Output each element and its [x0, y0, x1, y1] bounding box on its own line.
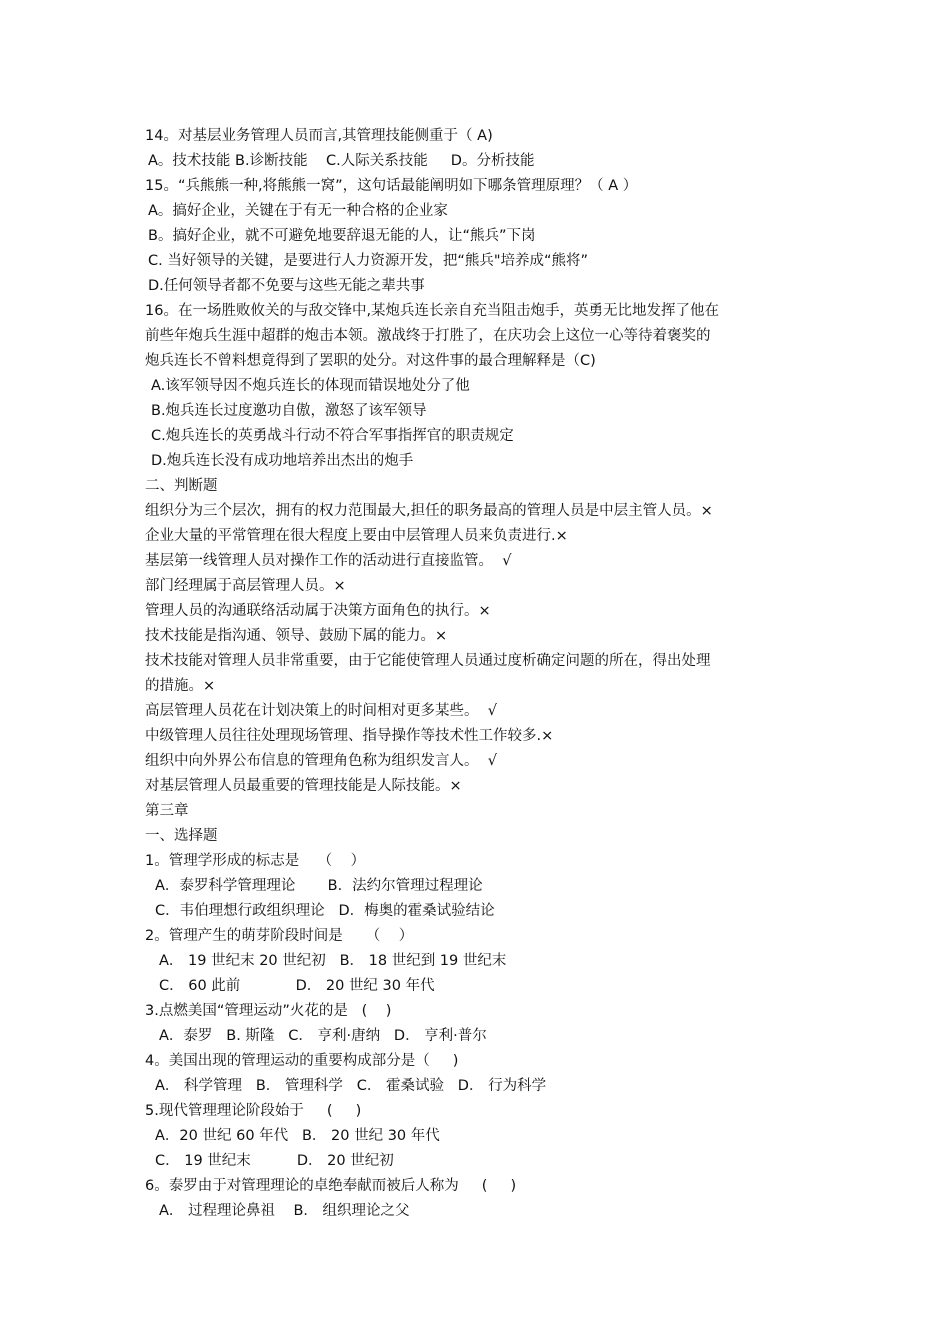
question-4: 4。美国出现的管理运动的重要构成部分是（ ) — [145, 1053, 459, 1069]
question-1-options-ab: A．泰罗科学管理理论 B．法约尔管理过程理论 — [155, 878, 483, 894]
section-heading-true-false: 二、判断题 — [145, 478, 218, 494]
question-16-option-d: D.炮兵连长没有成功地培养出杰出的炮手 — [151, 453, 414, 469]
judgment-item: 高层管理人员花在计划决策上的时间相对更多某些。 √ — [145, 703, 497, 719]
question-16-line-3: 炮兵连长不曾料想竟得到了罢职的处分。对这件事的最合理解释是（C) — [145, 353, 596, 369]
question-15-option-d: D.任何领导者都不免要与这些无能之辈共事 — [148, 278, 425, 294]
question-6: 6。泰罗由于对管理理论的卓绝奉献而被后人称为 ( ) — [145, 1178, 517, 1194]
question-5-options-ab: A．20 世纪 60 年代 B． 20 世纪 30 年代 — [155, 1128, 440, 1144]
question-1-options-cd: C．韦伯理想行政组织理论 D．梅奥的霍桑试验结论 — [155, 903, 495, 919]
question-1: 1。管理学形成的标志是 （ ） — [145, 853, 366, 869]
question-4-options: A． 科学管理 B． 管理科学 C． 霍桑试验 D． 行为科学 — [155, 1078, 547, 1094]
question-2: 2。管理产生的萌芽阶段时间是 （ ） — [145, 928, 414, 944]
judgment-item: 中级管理人员往往处理现场管理、指导操作等技术性工作较多.× — [145, 728, 554, 744]
question-14-options: A。技术技能 B.诊断技能 C.人际关系技能 D。分析技能 — [148, 153, 535, 169]
question-16-option-c: C.炮兵连长的英勇战斗行动不符合军事指挥官的职责规定 — [151, 428, 514, 444]
judgment-item: 部门经理属于高层管理人员。× — [145, 578, 346, 594]
judgment-item: 基层第一线管理人员对操作工作的活动进行直接监管。 √ — [145, 553, 512, 569]
judgment-item: 管理人员的沟通联络活动属于决策方面角色的执行。× — [145, 603, 491, 619]
question-3: 3.点燃美国“管理运动”火花的是 ( ) — [145, 1003, 392, 1019]
judgment-item: 技术技能是指沟通、领导、鼓励下属的能力。× — [145, 628, 448, 644]
question-3-options: A．泰罗 B. 斯隆 C． 亨利·唐纳 D． 亨利·普尔 — [159, 1028, 487, 1044]
question-2-options-cd: C． 60 此前 D． 20 世纪 30 年代 — [159, 978, 435, 994]
judgment-item: 企业大量的平常管理在很大程度上要由中层管理人员来负责进行.× — [145, 528, 568, 544]
question-15-option-a: A。搞好企业，关键在于有无一种合格的企业家 — [148, 203, 448, 219]
judgment-item: 技术技能对管理人员非常重要，由于它能使管理人员通过度析确定问题的所在，得出处理 — [145, 653, 711, 669]
question-16-option-a: A.该军领导因不炮兵连长的体现而错误地处分了他 — [151, 378, 470, 394]
section-heading-multiple-choice: 一、选择题 — [145, 828, 218, 844]
question-16-line-2: 前些年炮兵生涯中超群的炮击本领。激战终于打胜了，在庆功会上这位一心等待着褒奖的 — [145, 328, 711, 344]
question-5: 5.现代管理理论阶段始于 ( ) — [145, 1103, 362, 1119]
question-15-option-b: B。搞好企业，就不可避免地要辞退无能的人，让“熊兵”下岗 — [148, 228, 536, 244]
judgment-item-continued: 的措施。× — [145, 678, 216, 694]
document-body — [145, 124, 825, 1224]
question-2-options-ab: A． 19 世纪末 20 世纪初 B． 18 世纪到 19 世纪末 — [159, 953, 507, 969]
question-6-options-ab: A． 过程理论鼻祖 B． 组织理论之父 — [159, 1203, 410, 1219]
question-14: 14。对基层业务管理人员而言,其管理技能侧重于（ A) — [145, 128, 493, 144]
question-16-line-1: 16。在一场胜败攸关的与敌交锋中,某炮兵连长亲自充当阻击炮手，英勇无比地发挥了他在 — [145, 303, 720, 319]
question-16-option-b: B.炮兵连长过度邀功自傲，激怒了该军领导 — [151, 403, 427, 419]
judgment-item: 组织分为三个层次，拥有的权力范围最大,担任的职务最高的管理人员是中层主管人员。× — [145, 503, 713, 519]
question-5-options-cd: C． 19 世纪末 D． 20 世纪初 — [155, 1153, 394, 1169]
judgment-item: 对基层管理人员最重要的管理技能是人际技能。× — [145, 778, 462, 794]
judgment-item: 组织中向外界公布信息的管理角色称为组织发言人。 √ — [145, 753, 497, 769]
question-15: 15。“兵熊熊一种,将熊熊一窝”，这句话最能阐明如下哪条管理原理？（ A ） — [145, 178, 638, 194]
question-15-option-c: C. 当好领导的关键，是要进行人力资源开发，把“熊兵"培养成“熊将” — [148, 253, 589, 269]
chapter-heading: 第三章 — [145, 803, 189, 819]
